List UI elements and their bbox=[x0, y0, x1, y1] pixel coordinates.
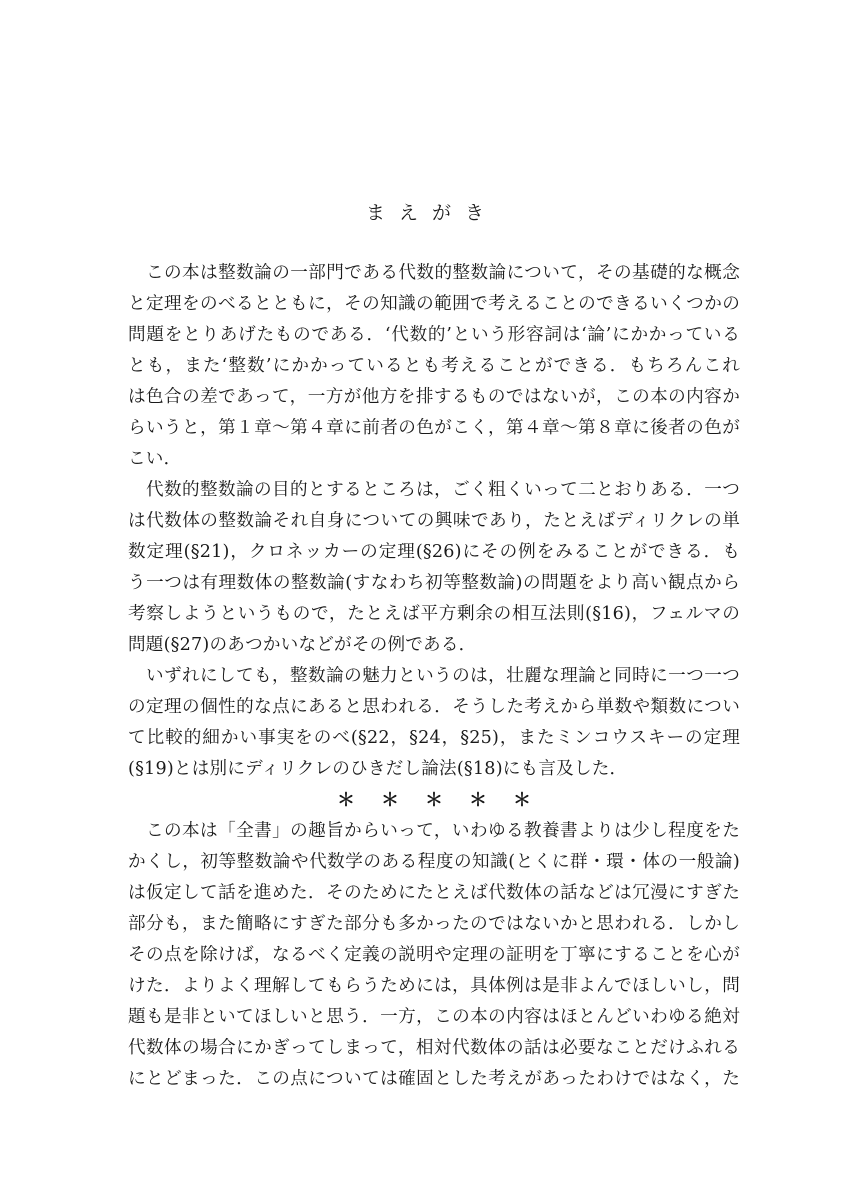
text-line: けた．よりよく理解してもらうためには，具体例は是非よんでほしいし，問 bbox=[128, 976, 740, 996]
text-line: の定理の個性的な点にあると思われる．そうした考えから単数や類数につい bbox=[128, 697, 740, 717]
text-line: は色合の差であって，一方が他方を排するものではないが，この本の内容か bbox=[128, 387, 740, 407]
text-line: て比較的細かい事実をのべ(§22，§24，§25)，またミンコウスキーの定理 bbox=[128, 728, 740, 748]
text-line: う一つは有理数体の整数論(すなわち初等整数論)の問題をより高い観点から bbox=[128, 573, 740, 593]
section-separator: ＊＊＊＊＊ bbox=[337, 790, 557, 811]
text-line: その点を除けば，なるべく定義の説明や定理の証明を丁寧にすることを心が bbox=[128, 945, 740, 965]
text-line: 題も是非といてほしいと思う．一方，この本の内容はほとんどいわゆる絶対 bbox=[128, 1007, 740, 1027]
text-line: 部分も，また簡略にすぎた部分も多かったのではないかと思われる．しかし bbox=[128, 914, 740, 934]
text-line: は代数体の整数論それ自身についての興味であり，たとえばディリクレの単 bbox=[128, 511, 740, 531]
text-line: とも，また‘整数’にかかっているとも考えることができる．もちろんこれ bbox=[128, 356, 740, 376]
text-line: この本は整数論の一部門である代数的整数論について，その基礎的な概念 bbox=[146, 263, 740, 283]
text-line: 問題(§27)のあつかいなどがその例である． bbox=[128, 635, 477, 655]
text-line: この本は「全書」の趣旨からいって，いわゆる教養書よりは少し程度をた bbox=[146, 821, 740, 841]
text-line: いずれにしても，整数論の魅力というのは，壮麗な理論と同時に一つ一つ bbox=[146, 666, 740, 686]
text-line: 問題をとりあげたものである．‘代数的’という形容詞は‘論’にかかっている bbox=[128, 325, 740, 345]
text-line: 代数体の場合にかぎってしまって，相対代数体の話は必要なことだけふれる bbox=[128, 1038, 740, 1058]
page-title: まえがき bbox=[365, 202, 498, 224]
preface-body bbox=[128, 258, 740, 1095]
text-line: 数定理(§21)，クロネッカーの定理(§26)にその例をみることができる．も bbox=[128, 542, 740, 562]
text-line: (§19)とは別にディリクレのひきだし論法(§18)にも言及した． bbox=[128, 759, 628, 779]
text-line: と定理をのべるとともに，その知識の範囲で考えることのできるいくつかの bbox=[128, 294, 740, 314]
text-line: は仮定して話を進めた．そのためにたとえば代数体の話などは冗漫にすぎた bbox=[128, 883, 740, 903]
paragraph bbox=[128, 661, 740, 785]
text-line: にとどまった．この点については確固とした考えがあったわけではなく，た bbox=[128, 1069, 740, 1089]
text-line: 考察しようというもので，たとえば平方剰余の相互法則(§16)，フェルマの bbox=[128, 604, 740, 624]
text-line: かくし，初等整数論や代数学のある程度の知識(とくに群・環・体の一般論) bbox=[128, 852, 740, 872]
text-line: 代数的整数論の目的とするところは，ごく粗くいって二とおりある．一つ bbox=[146, 480, 740, 500]
paragraph bbox=[128, 816, 740, 1095]
paragraph bbox=[128, 258, 740, 475]
text-line: らいうと，第１章～第４章に前者の色がこく，第４章～第８章に後者の色が bbox=[128, 418, 740, 438]
paragraph bbox=[128, 475, 740, 661]
text-line: こい． bbox=[128, 449, 182, 469]
